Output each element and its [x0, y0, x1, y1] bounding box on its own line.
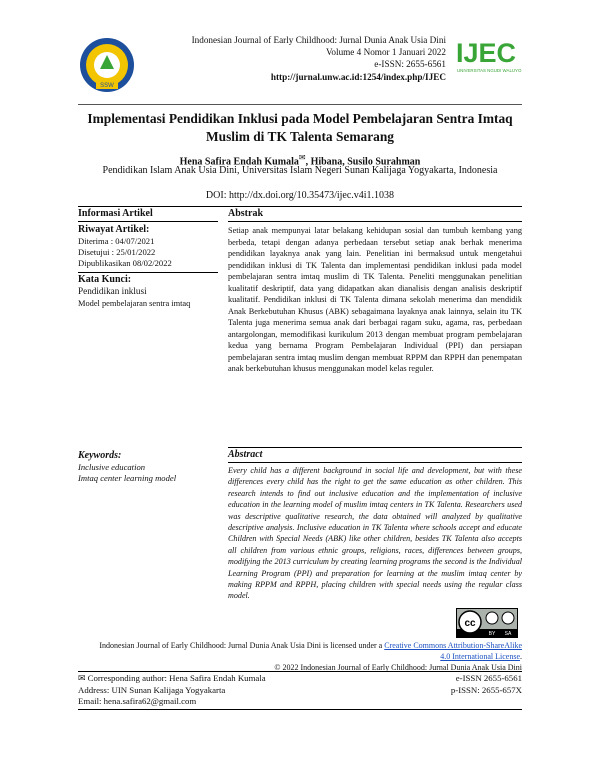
section-divider-top — [78, 206, 522, 207]
envelope-icon: ✉ — [78, 673, 88, 683]
info-heading: Informasi Artikel — [78, 208, 153, 219]
abstrak-heading-underline — [228, 221, 522, 222]
license-prefix: Indonesian Journal of Early Childhood: Jurnal Dunia Anak Usia Dini is licensed under a — [99, 641, 385, 650]
license-link[interactable]: Creative Commons Attribution-ShareAlike 4.0 International License — [384, 641, 522, 661]
journal-header — [150, 34, 446, 83]
info-heading-underline — [78, 221, 218, 222]
author-separator: , — [342, 156, 348, 168]
keyword-item: Imtaq center learning model — [78, 473, 177, 484]
abstract-heading: Abstract — [228, 449, 263, 460]
abstrak-heading: Abstrak — [228, 208, 264, 219]
footer-divider-bottom — [78, 709, 522, 710]
kata-kunci-item: Pendidikan inklusi — [78, 286, 147, 296]
ijec-logo — [456, 34, 538, 78]
cc-sa-text: SA — [504, 631, 512, 637]
copyright-line: © 2022 Indonesian Journal of Early Childhood: Jurnal Dunia Anak Usia Dini — [274, 663, 522, 672]
license-notice — [96, 640, 522, 673]
article-title: Implementasi Pendidikan Inklusi pada Model Pembelajaran Sentra Imtaq Muslim di TK Talenta Semarang — [87, 111, 513, 144]
keyword-item: Inclusive education — [78, 462, 146, 472]
keywords-heading: Keywords: — [78, 450, 122, 461]
article-history — [78, 236, 218, 270]
abstract-heading-underline — [228, 462, 522, 463]
ijec-logo-subtext: UNIVERSITAS NGUDI WALUYO — [457, 68, 522, 73]
history-divider — [78, 272, 218, 273]
header-divider — [78, 104, 522, 105]
author-email[interactable]: Email: hena.safira62@gmail.com — [78, 696, 197, 707]
envelope-icon: ✉ — [298, 153, 306, 162]
approved-date: Disetujui : 25/01/2022 — [78, 247, 156, 258]
published-date: Dipublikasikan 08/02/2022 — [78, 258, 172, 269]
cc-license-badge[interactable] — [456, 608, 518, 638]
author-separator: , — [305, 156, 311, 168]
kata-kunci-list — [78, 286, 223, 309]
keywords-list — [78, 462, 223, 484]
received-date: Diterima : 04/07/2021 — [78, 236, 155, 246]
journal-url[interactable]: http://jurnal.unw.ac.id:1254/index.php/IJEC — [270, 71, 446, 82]
doi-link[interactable]: DOI: http://dx.doi.org/10.35473/ijec.v4i1.1038 — [205, 190, 395, 201]
author-address: Address: UIN Sunan Kalijaga Yogyakarta — [78, 684, 226, 695]
author-third: Susilo Surahman — [347, 156, 421, 168]
footer-eissn: e-ISSN 2655-6561 — [455, 673, 522, 683]
corresponding-author: Corresponding author: Hena Safira Endah Kumala — [87, 673, 266, 683]
kata-kunci-item: Model pembelajaran sentra imtaq — [78, 298, 191, 308]
journal-eissn: e-ISSN: 2655-6561 — [374, 59, 446, 70]
kata-kunci-heading: Kata Kunci: — [78, 274, 132, 285]
author-second: Hibana — [310, 156, 343, 168]
cc-logo-text: cc — [464, 618, 476, 629]
abstract-divider-top — [228, 447, 522, 448]
journal-volume: Volume 4 Nomor 1 Januari 2022 — [325, 47, 446, 58]
abstrak-text: Setiap anak mempunyai latar belakang kehidupan sosial dan tumbuh kembang yang berbeda, tetapi dengan adanya perbedaan tersebut setiap anak berhak menerima pendidikan layaknya anak yang lain. Penelitian ini bermaksud untuk mengetahui pendidikan inklusi di TK Talenta dan implementasi pendidikan inklusi pada model pembelajaran sentra imtaq muslim di TK Talenta. Peneliti menggunakan penelitian kualitatif deskriptif, data yang didapatkan akan dianalisis dengan analisis deskriptif kualitatif. Pendidikan inklusi di TK Talenta dimana sekolah menerima dan mendidik Anak Berkebutuhan Khusus (ABK) sebagaimana layaknya anak lainnya, selain itu TK Talenta juga menerima semua anak dari berbagai ragam suku, agama, ras, perbedaan antargolongan, memodifikasi kurikulum 2013 dengan membuat program pembelajaran kedua yang bernama Program Pembelajaran Individual (PPI) dan persiapan pembelajaran sentra imtaq muslim dengan membuat RPPM dan RPPH dan penempatan anak berkebutuhan khusus menggunakan model kelas reguler. — [228, 226, 522, 373]
journal-name: Indonesian Journal of Early Childhood: Jurnal Dunia Anak Usia Dini — [191, 35, 446, 45]
footer-divider — [78, 671, 522, 672]
university-seal-logo — [78, 36, 136, 94]
issn-info — [420, 673, 522, 696]
license-suffix: . — [520, 652, 522, 661]
history-heading: Riwayat Artikel: — [78, 224, 150, 235]
corresponding-info — [78, 673, 338, 708]
footer-pissn: p-ISSN: 2655-657X — [450, 684, 522, 695]
ijec-logo-text: IJEC — [456, 38, 517, 68]
author-main: Hena Safira Endah Kumala — [179, 156, 299, 168]
cc-by-text: BY — [488, 631, 496, 637]
abstract-text: Every child has a different background in social life and development, but with these differences every child has the right to get the same education as other children. This research intends to find out inclusive education and the implementation of inclusive education in the learning model of muslim imtaq centers in TK Talenta. Researchers used was descriptive qualitative research, the data obtained will analyzed by qualitative descriptive analysis. Inclusive education in TK Talenta where schools accept and educate Children with Special Needs (ABK) like other children, besides TK Talenta also accepts all children from various ethnic groups, religions, races, differences between groups, modifying the 2013 curriculum by creating learning programs the second is the Individual Learning Program (PPI) and preparation for learning at the muslim imtaq center by making RPPM and RPPH, placing children with special needs using the regular class model. — [228, 466, 522, 601]
seal-text: SSW — [100, 83, 114, 89]
affiliation: Pendidikan Islam Anak Usia Dini, Universitas Islam Negeri Sunan Kalijaga Yogyakarta, Indonesia — [102, 165, 498, 176]
